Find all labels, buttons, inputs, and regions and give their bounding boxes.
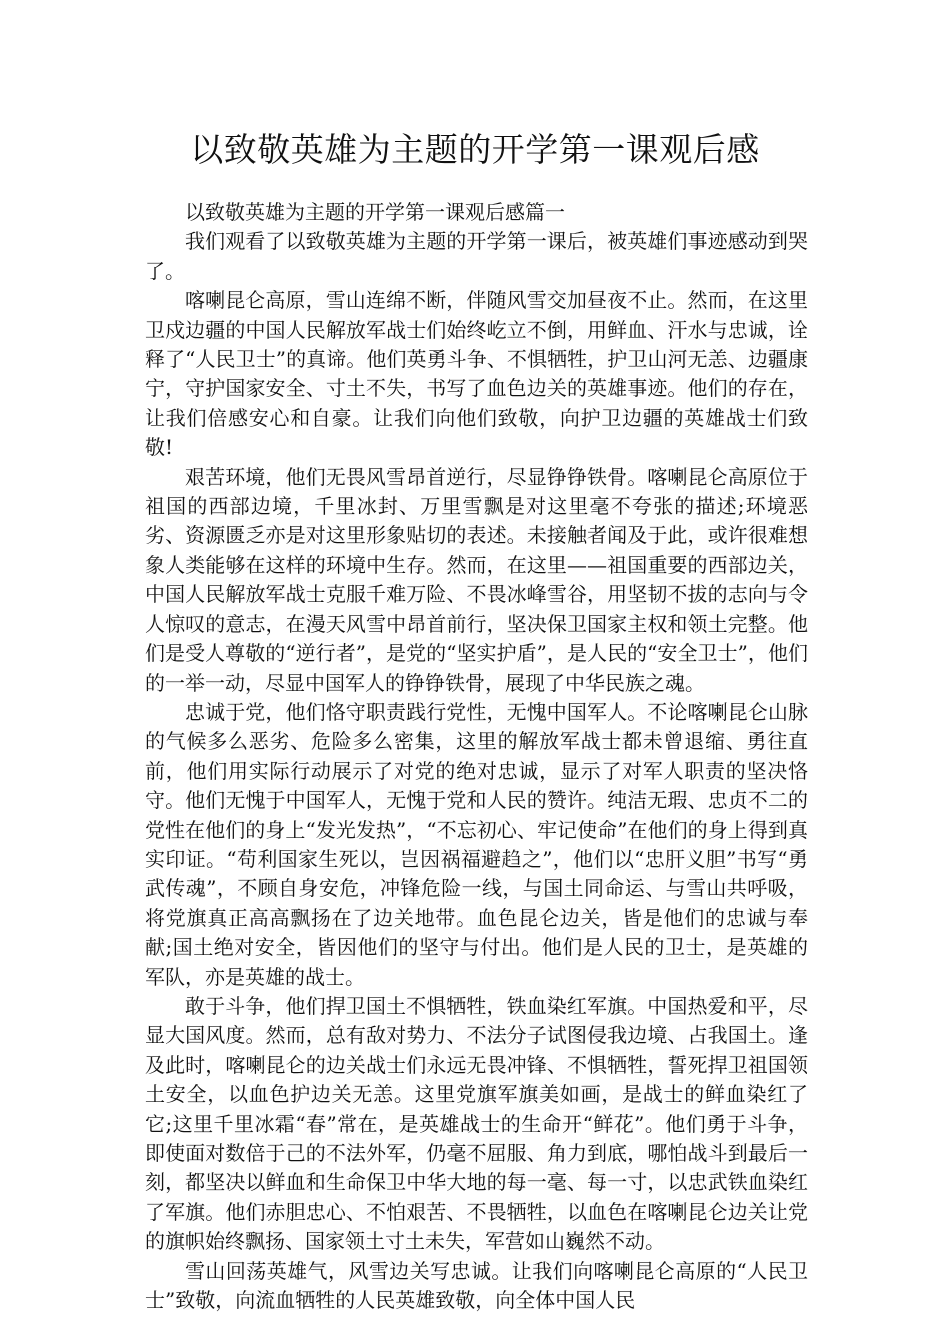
- document-title: 以致敬英雄为主题的开学第一课观后感: [190, 130, 760, 169]
- paragraph: 艰苦环境，他们无畏风雪昂首逆行，尽显铮铮铁骨。喀喇昆仑高原位于祖国的西部边境，千里冰封、万里雪飘是对这里毫不夸张的描述;环境恶劣、资源匮乏亦是对这里形象贴切的表述。未接触者闻及于此，或许很难想象人类能够在这样的环境中生存。然而，在这里——祖国重要的西部边关，中国人民解放军战士克服千难万险、不畏冰峰雪谷，用坚韧不拔的志向与令人惊叹的意志，在漫天风雪中昂首前行，坚决保卫国家主权和领土完整。他们是受人尊敬的“逆行者”，是党的“坚实护盾”，是人民的“安全卫士”，他们的一举一动，尽显中国军人的铮铮铁骨，展现了中华民族之魂。: [145, 464, 808, 695]
- paragraph: 忠诚于党，他们恪守职责践行党性，无愧中国军人。不论喀喇昆仑山脉的气候多么恶劣、危险多么密集，这里的解放军战士都未曾退缩、勇往直前，他们用实际行动展示了对党的绝对忠诚，显示了对军人职责的坚决恪守。他们无愧于中国军人，无愧于党和人民的赞许。纯洁无瑕、忠贞不二的党性在他们的身上“发光发热”，“不忘初心、牢记使命”在他们的身上得到真实印证。“苟利国家生死以，岂因祸福避趋之”，他们以“忠肝义胆”书写“勇武传魂”，不顾自身安危，冲锋危险一线，与国土同命运、与雪山共呼吸，将党旗真正高高飘扬在了边关地带。血色昆仑边关，皆是他们的忠诚与奉献;国土绝对安全，皆因他们的坚守与付出。他们是人民的卫士，是英雄的军队，亦是英雄的战士。: [145, 699, 808, 989]
- section-heading: 以致敬英雄为主题的开学第一课观后感篇一: [185, 200, 565, 224]
- paragraph: 雪山回荡英雄气，风雪边关写忠诚。让我们向喀喇昆仑高原的“人民卫士”致敬，向流血牺牲的人民英雄致敬，向全体中国人民: [145, 1258, 808, 1313]
- paragraph: 敢于斗争，他们捍卫国土不惧牺牲，铁血染红军旗。中国热爱和平，尽显大国风度。然而，总有敌对势力、不法分子试图侵我边境、占我国土。逢及此时，喀喇昆仑的边关战士们永远无畏冲锋、不惧牺牲，誓死捍卫祖国领土安全，以血色护边关无恙。这里党旗军旗美如画，是战士的鲜血染红了它;这里千里冰霜“春”常在，是英雄战士的生命开“鲜花”。他们勇于斗争，即使面对数倍于己的不法外军，仍毫不屈服、角力到底，哪怕战斗到最后一刻，都坚决以鲜血和生命保卫中华大地的每一毫、每一寸，以忠武铁血染红了军旗。他们赤胆忠心、不怕艰苦、不畏牺牲，以血色在喀喇昆仑边关让党的旗帜始终飘扬、国家领土寸土未失，军营如山巍然不动。: [145, 993, 808, 1254]
- document-body: [145, 198, 808, 1315]
- paragraph: 喀喇昆仑高原，雪山连绵不断，伴随风雪交加昼夜不止。然而，在这里卫戍边疆的中国人民解放军战士们始终屹立不倒，用鲜血、汗水与忠诚，诠释了“人民卫士”的真谛。他们英勇斗争、不惧牺牲，护卫山河无恙、边疆康宁，守护国家安全、寸土不失，书写了血色边关的英雄事迹。他们的存在，让我们倍感安心和自豪。让我们向他们致敬，向护卫边疆的英雄战士们致敬!: [145, 288, 808, 460]
- paragraph-intro: 我们观看了以致敬英雄为主题的开学第一课后，被英雄们事迹感动到哭了。: [145, 229, 808, 283]
